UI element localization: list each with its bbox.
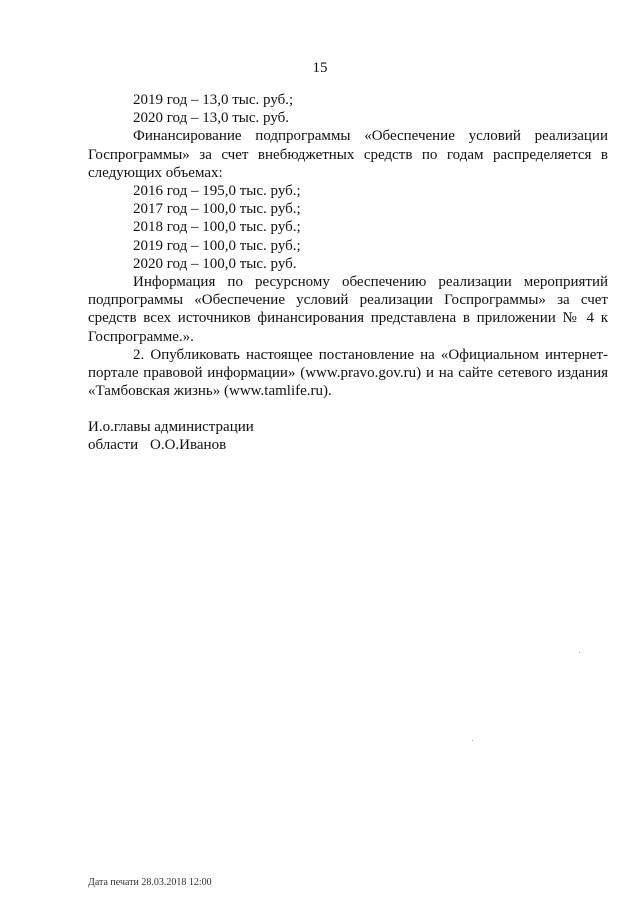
budget-line: 2020 год – 100,0 тыс. руб. bbox=[133, 255, 297, 272]
signatory-region: области bbox=[88, 437, 139, 453]
budget-line: 2020 год – 13,0 тыс. руб. bbox=[133, 110, 290, 127]
signatory-name: О.О.Иванов bbox=[150, 437, 227, 453]
paragraph: 2. Опубликовать настоящее постановление на «Официальном интернет-портале правовой информации» (www.pravo.gov.ru) и на сайте сетевого издания «Тамбовская жизнь» (www.tamlife.ru). bbox=[88, 346, 608, 400]
paragraph: Информация по ресурсному обеспечению реализации мероприятий подпрограммы «Обеспечение условий реализации Госпрограммы» за счет средств всех источников финансирования представлена в приложении № 4 к Госпрограмме.». bbox=[88, 274, 608, 345]
signature-block bbox=[88, 418, 254, 454]
paragraph: Финансирование подпрограммы «Обеспечение условий реализации Госпрограммы» за счет внебюджетных средств по годам распределяется в следующих объемах: bbox=[88, 128, 608, 181]
budget-line: 2019 год – 13,0 тыс. руб.; bbox=[133, 92, 294, 108]
budget-line: 2016 год – 195,0 тыс. руб.; bbox=[133, 183, 301, 200]
scan-speck bbox=[472, 740, 473, 741]
page-number: 15 bbox=[312, 60, 328, 76]
print-date: Дата печати 28.03.2018 12:00 bbox=[88, 877, 212, 888]
budget-line: 2018 год – 100,0 тыс. руб.; bbox=[133, 219, 301, 236]
budget-line: 2017 год – 100,0 тыс. руб.; bbox=[133, 201, 301, 218]
document-body bbox=[88, 91, 608, 400]
scan-speck bbox=[579, 652, 580, 653]
budget-line: 2019 год – 100,0 тыс. руб.; bbox=[133, 237, 301, 254]
signatory-title: И.о.главы администрации bbox=[88, 419, 254, 435]
